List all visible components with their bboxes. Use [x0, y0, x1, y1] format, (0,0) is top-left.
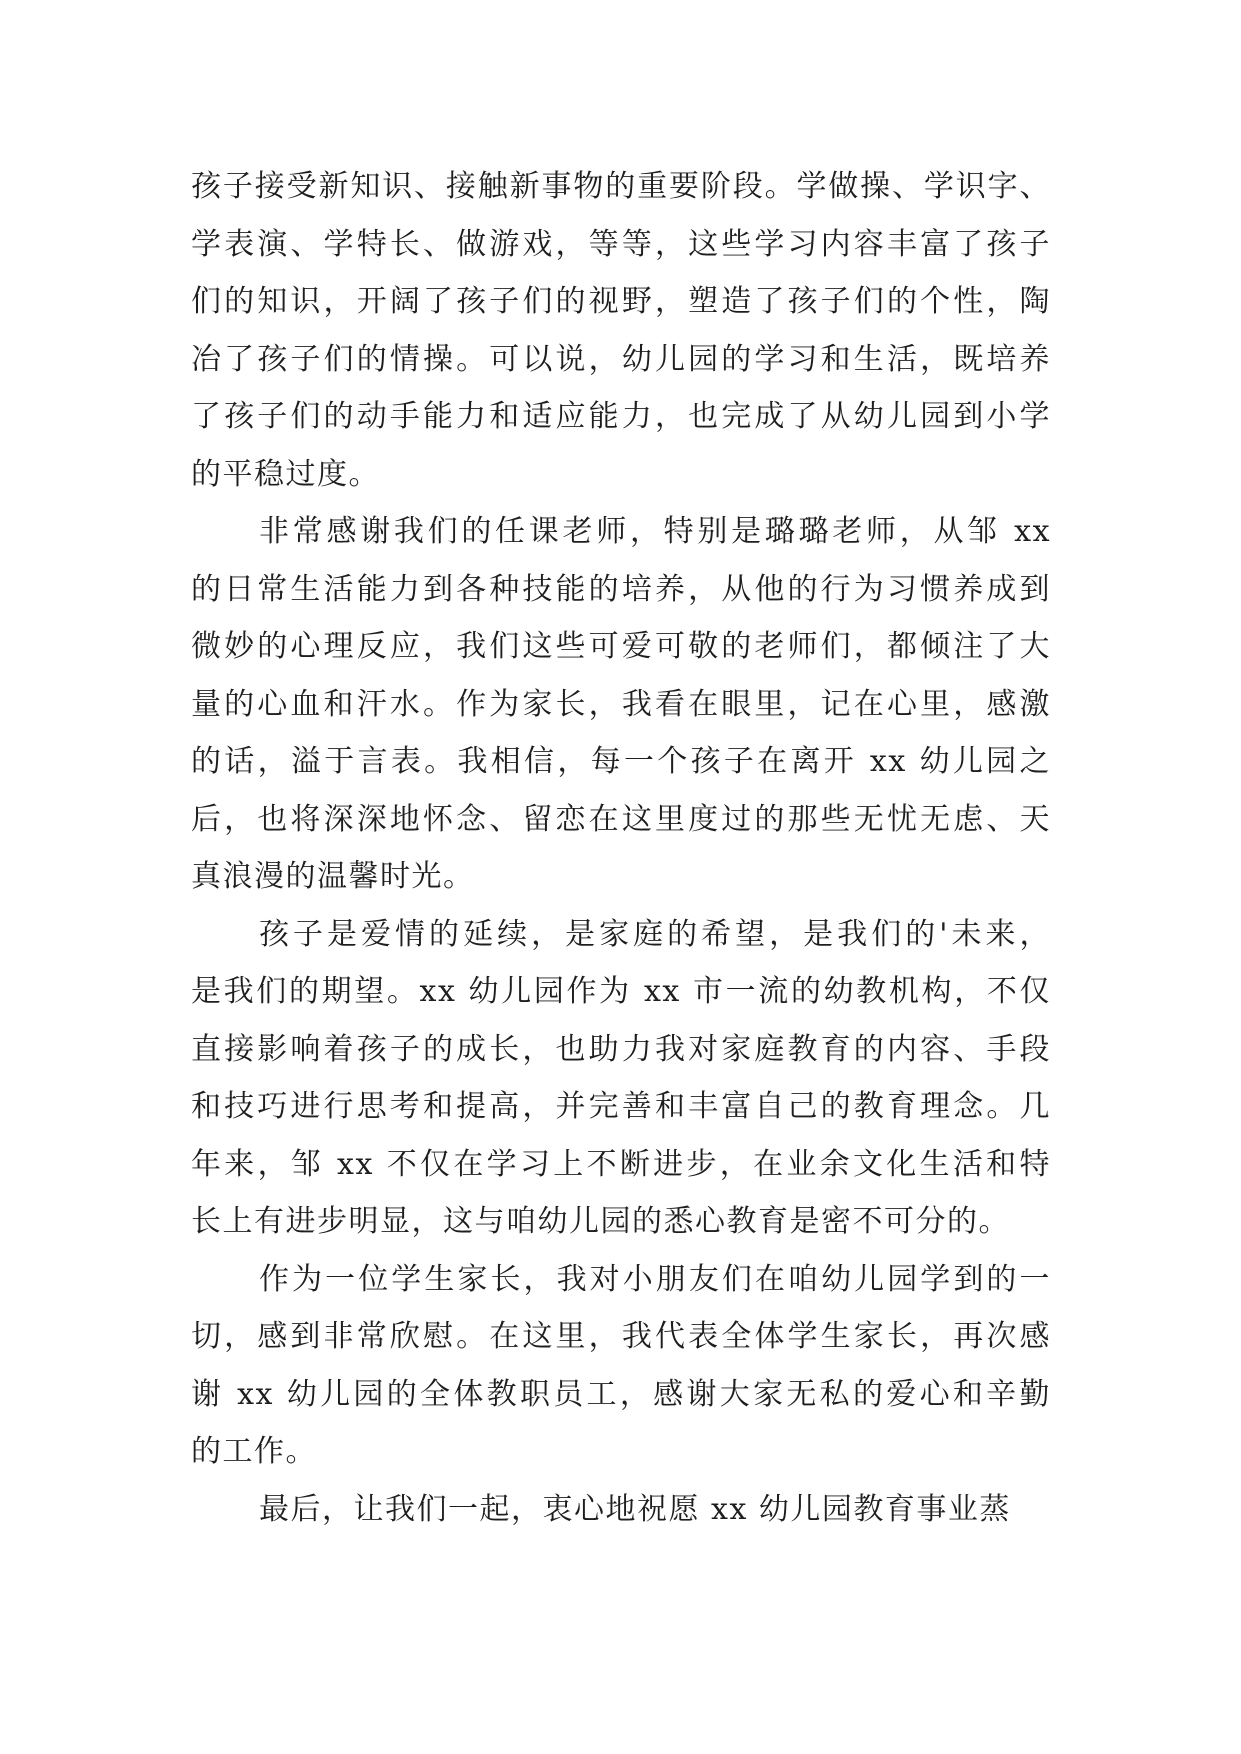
text-line: 和技巧进行思考和提高，并完善和丰富自己的教育理念。几: [191, 1089, 1051, 1124]
text-line: 长上有进步明显，这与咱幼儿园的悉心教育是密不可分的。: [191, 1204, 1010, 1239]
document-body: [191, 158, 1051, 1538]
text-line: 微妙的心理反应，我们这些可爱可敬的老师们，都倾注了大: [191, 629, 1051, 664]
paragraph: [191, 906, 1051, 1251]
text-line: 的日常生活能力到各种技能的培养，从他的行为习惯养成到: [191, 571, 1051, 607]
text-line: 年来，邹 xx 不仅在学习上不断进步，在业余文化生活和特: [191, 1146, 1051, 1182]
paragraph: [191, 503, 1051, 906]
text-line: 谢 xx 幼儿园的全体教职员工，感谢大家无私的爱心和辛勤: [191, 1376, 1051, 1412]
text-line: 了孩子们的动手能力和适应能力，也完成了从幼儿园到小学: [191, 399, 1051, 434]
text-line: 真浪漫的温馨时光。: [191, 859, 475, 894]
text-line: 非常感谢我们的任课老师，特别是璐璐老师，从邹 xx: [259, 514, 1051, 549]
text-line: 后，也将深深地怀念、留恋在这里度过的那些无忧无虑、天: [191, 801, 1051, 837]
text-line: 直接影响着孩子的成长，也助力我对家庭教育的内容、手段: [191, 1031, 1051, 1067]
text-line: 量的心血和汗水。作为家长，我看在眼里，记在心里，感激: [191, 686, 1051, 722]
paragraph: [191, 1481, 1051, 1539]
text-line: 作为一位学生家长，我对小朋友们在咱幼儿园学到的一: [259, 1261, 1051, 1297]
text-line: 孩子接受新知识、接触新事物的重要阶段。学做操、学识字、: [191, 169, 1051, 204]
text-line: 的话，溢于言表。我相信，每一个孩子在离开 xx 幼儿园之: [191, 744, 1051, 779]
text-line: 最后，让我们一起，衷心地祝愿 xx 幼儿园教育事业蒸: [259, 1491, 1011, 1527]
text-line: 冶了孩子们的情操。可以说，幼儿园的学习和生活，既培养: [191, 341, 1051, 377]
paragraph: [191, 1251, 1051, 1481]
text-line: 的工作。: [191, 1434, 317, 1469]
text-line: 切，感到非常欣慰。在这里，我代表全体学生家长，再次感: [191, 1319, 1051, 1354]
text-line: 孩子是爱情的延续，是家庭的希望，是我们的'未来，: [259, 916, 1051, 952]
text-line: 们的知识，开阔了孩子们的视野，塑造了孩子们的个性，陶: [191, 284, 1051, 319]
text-line: 的平稳过度。: [191, 456, 380, 492]
text-line: 学表演、学特长、做游戏，等等，这些学习内容丰富了孩子: [191, 226, 1051, 262]
paragraph: [191, 158, 1051, 503]
text-line: 是我们的期望。xx 幼儿园作为 xx 市一流的幼教机构，不仅: [191, 974, 1051, 1009]
